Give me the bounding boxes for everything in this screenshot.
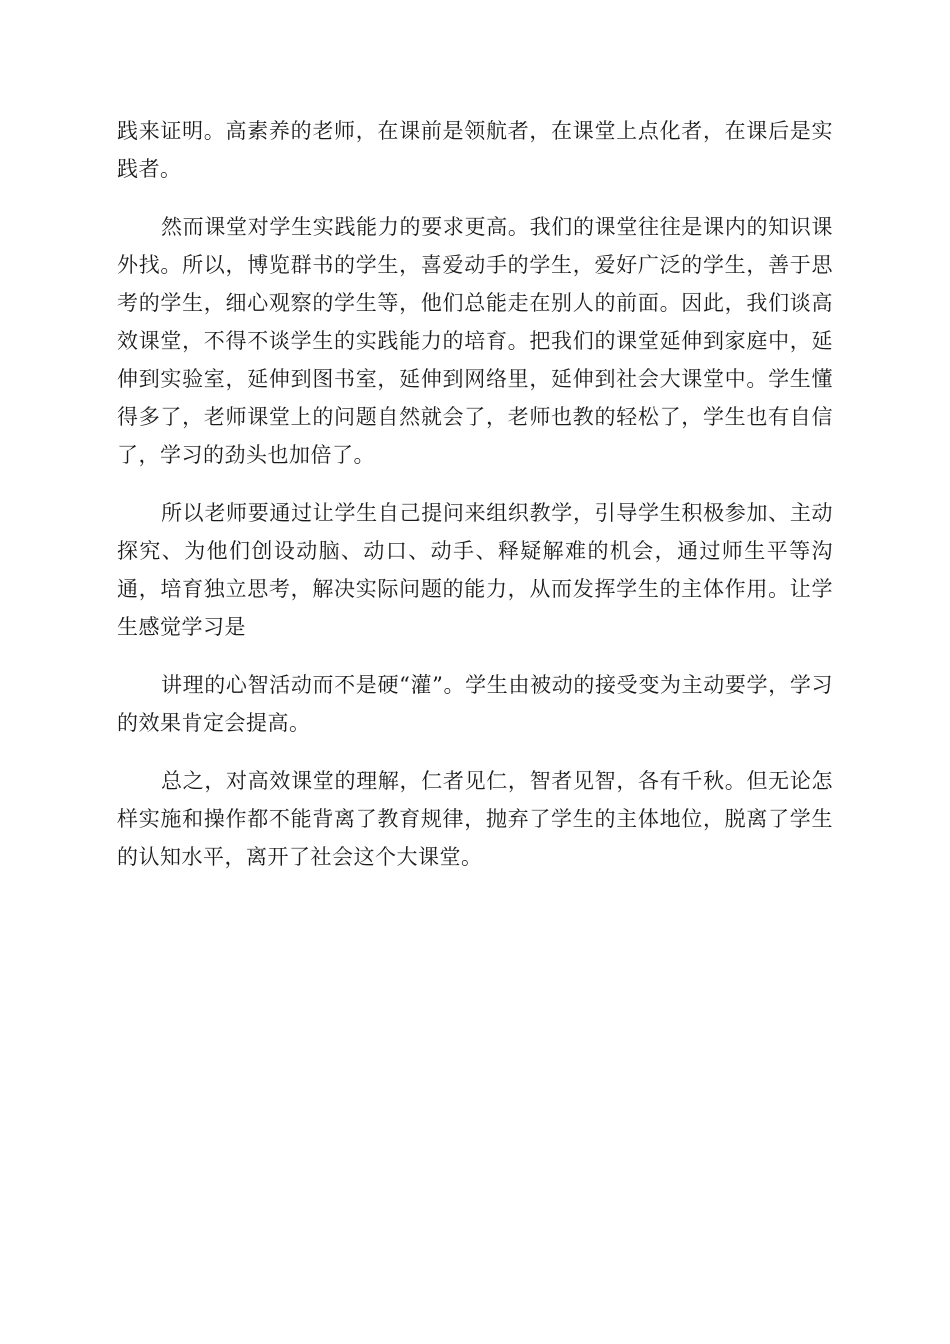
paragraph-5: 总之，对高效课堂的理解，仁者见仁，智者见智，各有千秋。但无论怎样实施和操作都不能背离了教育规律，抛弃了学生的主体地位，脱离了学生的认知水平，离开了社会这个大课堂。 [117, 769, 833, 869]
document-body [117, 112, 833, 896]
paragraph-2: 然而课堂对学生实践能力的要求更高。我们的课堂往往是课内的知识课外找。所以，博览群书的学生，喜爱动手的学生，爱好广泛的学生，善于思考的学生，细心观察的学生等，他们总能走在别人的前面。因此，我们谈高效课堂，不得不谈学生的实践能力的培育。把我们的课堂延伸到家庭中，延伸到实验室，延伸到图书室，延伸到网络里，延伸到社会大课堂中。学生懂得多了，老师课堂上的问题自然就会了，老师也教的轻松了，学生也有自信了，学习的劲头也加倍了。 [117, 215, 833, 467]
paragraph-4: 讲理的心智活动而不是硬“灌”。学生由被动的接受变为主动要学，学习的效果肯定会提高。 [117, 673, 833, 735]
paragraph-3: 所以老师要通过让学生自己提问来组织教学，引导学生积极参加、主动探究、为他们创设动脑、动口、动手、释疑解难的机会，通过师生平等沟通，培育独立思考，解决实际问题的能力，从而发挥学生的主体作用。让学生感觉学习是 [117, 501, 833, 639]
paragraph-1: 践来证明。高素养的老师，在课前是领航者，在课堂上点化者，在课后是实践者。 [117, 119, 833, 181]
